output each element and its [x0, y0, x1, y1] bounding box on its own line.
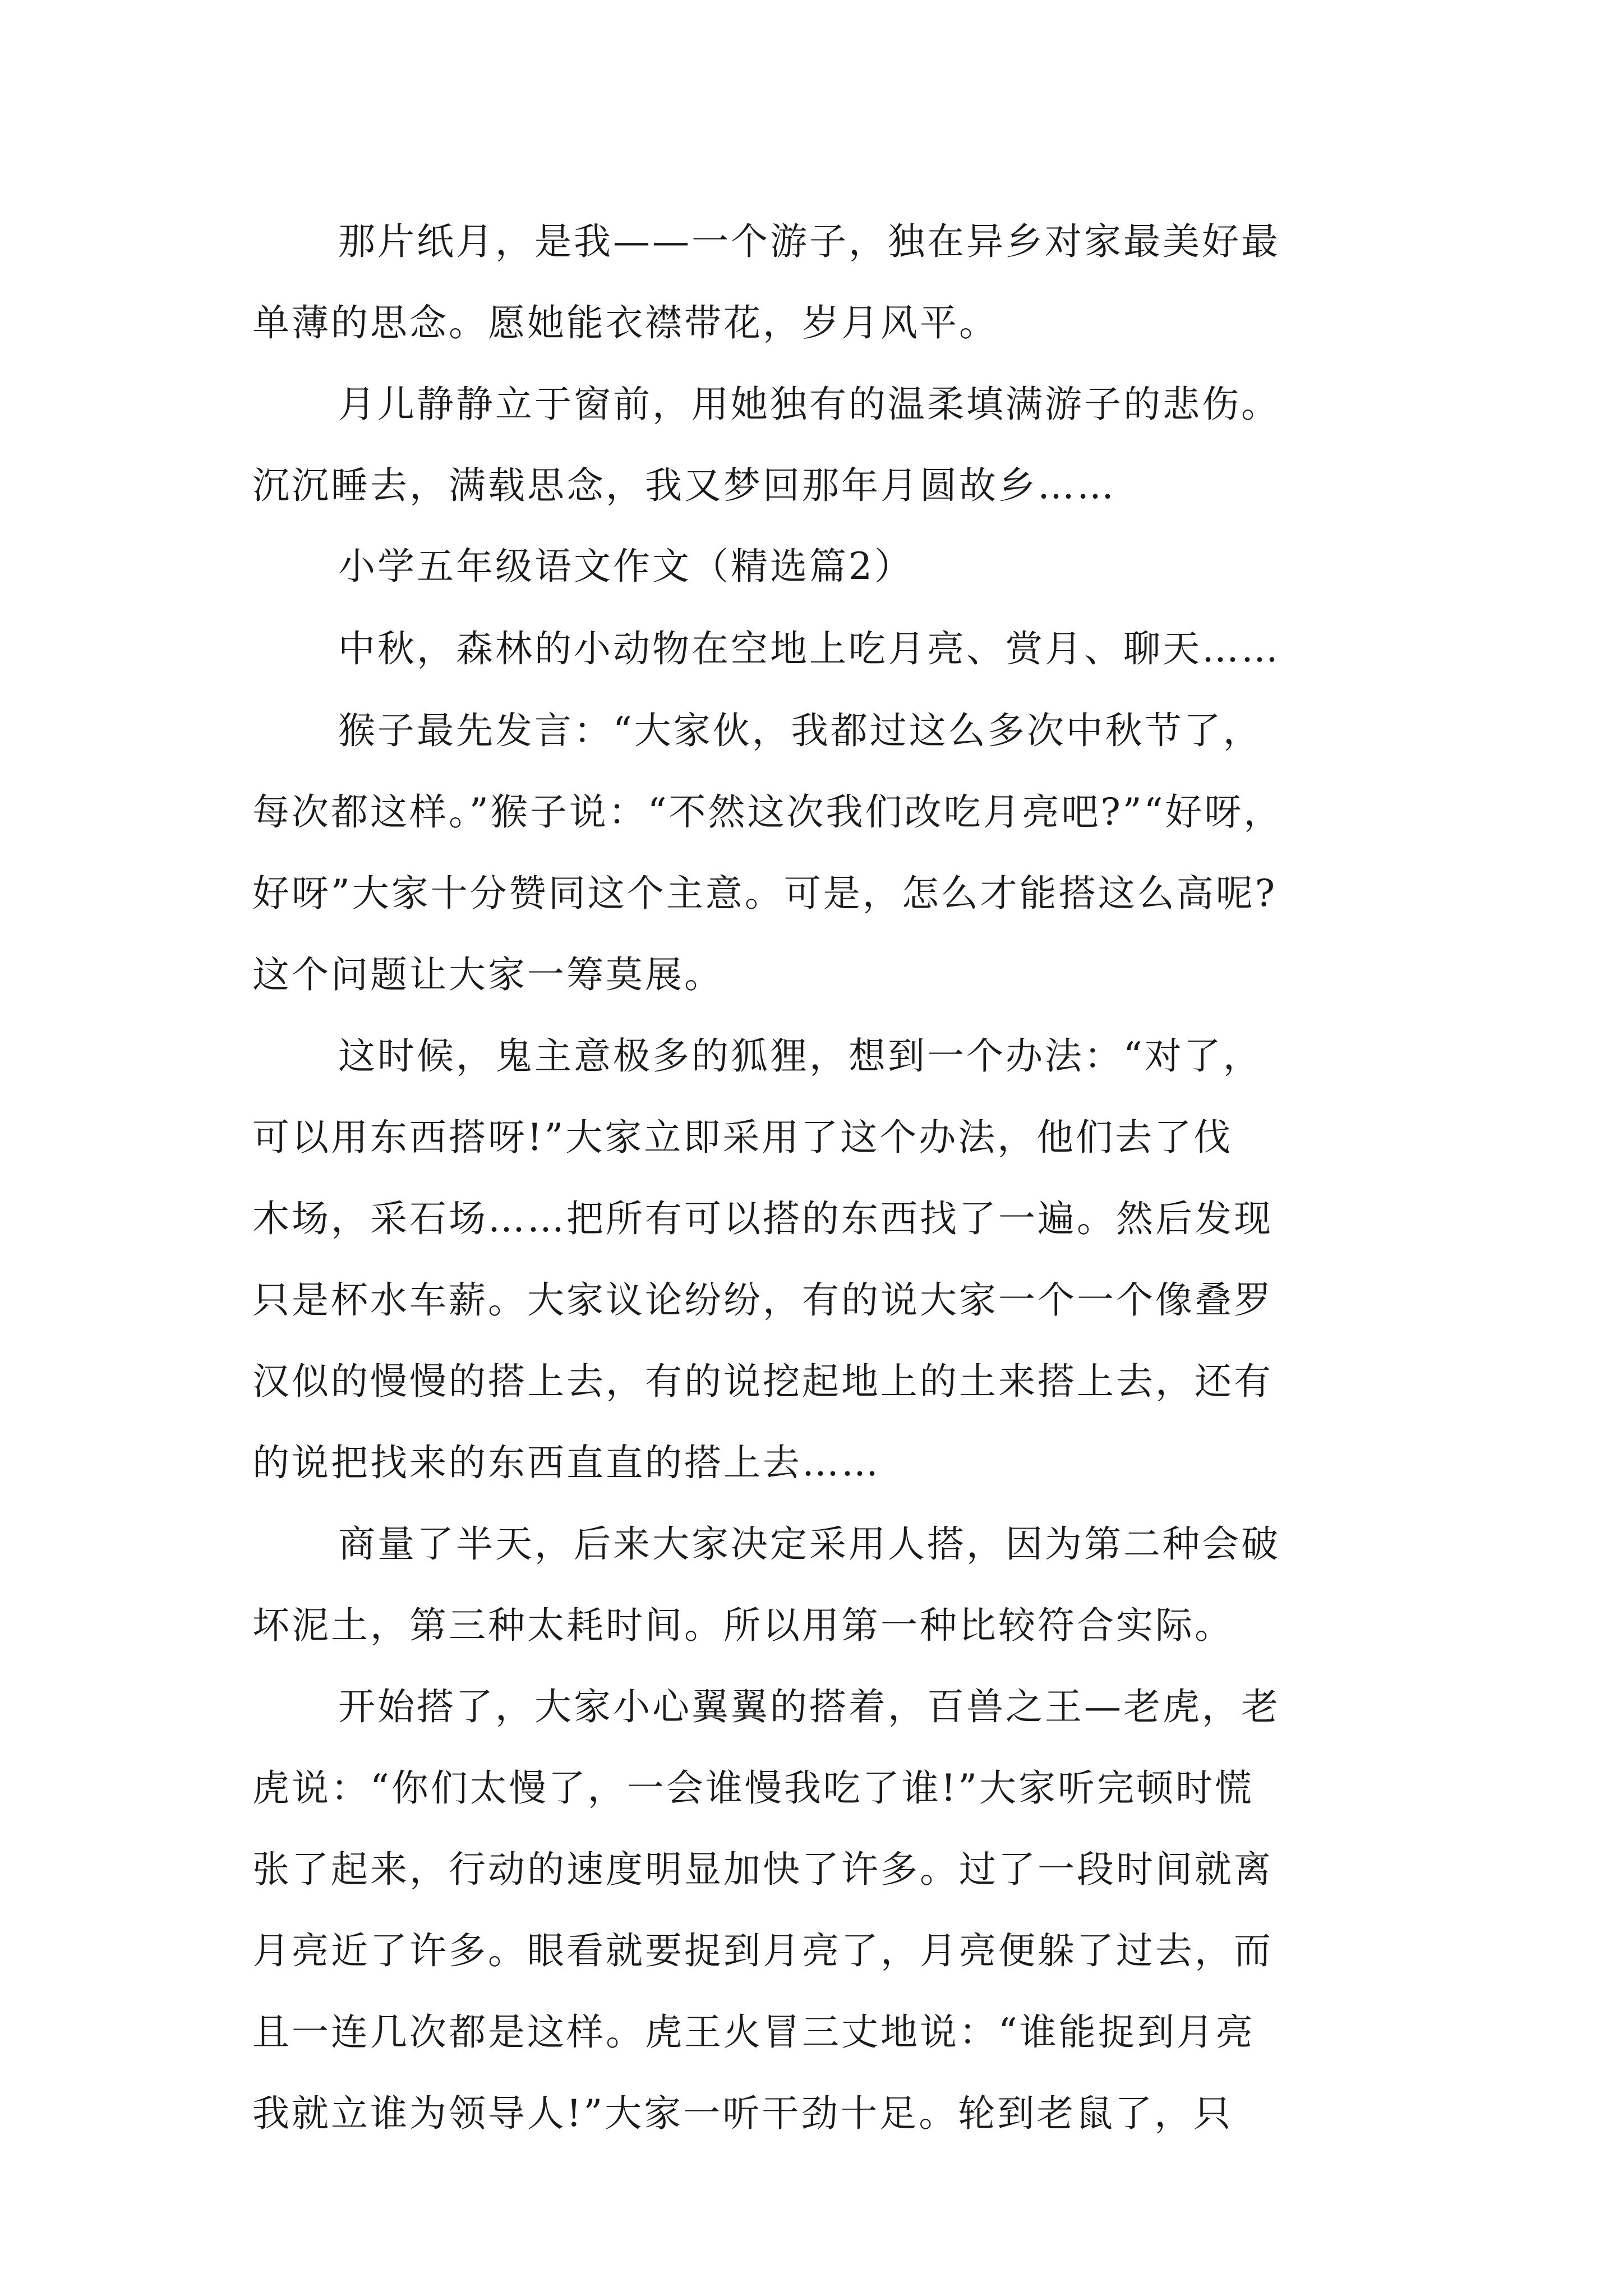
text-line: 坏泥土，第三种太耗时间。所以用第一种比较符合实际。	[252, 1604, 1234, 1647]
text-line: 这时候，鬼主意极多的狐狸，想到一个办法：“对了，	[338, 1034, 1262, 1078]
section-heading: 小学五年级语文作文（精选篇2）	[338, 545, 914, 588]
text-line: 每次都这样。”猴子说：“不然这次我们改吃月亮吧?”“好呀，	[252, 790, 1283, 834]
text-line: 张了起来，行动的速度明显加快了许多。过了一段时间就离	[252, 1848, 1273, 1891]
text-line: 开始搭了，大家小心翼翼的搭着，百兽之王—老虎，老	[338, 1685, 1280, 1728]
text-line: 可以用东西搭呀!”大家立即采用了这个办法，他们去了伐	[252, 1116, 1233, 1159]
text-line: 的说把找来的东西直直的搭上去……	[252, 1441, 880, 1484]
text-line: 我就立谁为领导人!”大家一听干劲十足。轮到老鼠了，只	[252, 2092, 1233, 2135]
text-line: 月亮近了许多。眼看就要捉到月亮了，月亮便躲了过去，而	[252, 1929, 1273, 1972]
text-line: 汉似的慢慢的搭上去，有的说挖起地上的土来搭上去，还有	[252, 1360, 1273, 1403]
text-line: 商量了半天，后来大家决定采用人搭，因为第二种会破	[338, 1522, 1280, 1566]
text-line: 木场，采石场……把所有可以搭的东西找了一遍。然后发现	[252, 1197, 1273, 1240]
text-line: 单薄的思念。愿她能衣襟带花，岁月风平。	[252, 301, 998, 344]
text-line: 只是杯水车薪。大家议论纷纷，有的说大家一个一个像叠罗	[252, 1278, 1273, 1322]
text-line: 那片纸月，是我——一个游子，独在异乡对家最美好最	[338, 220, 1280, 263]
text-line: 猴子最先发言：“大家伙，我都过这么多次中秋节了，	[338, 709, 1262, 752]
text-line: 且一连几次都是这样。虎王火冒三丈地说：“谁能捉到月亮	[252, 2010, 1255, 2054]
text-line: 虎说：“你们太慢了，一会谁慢我吃了谁!”大家听完顿时慌	[252, 1766, 1255, 1810]
text-line: 这个问题让大家一筹莫展。	[252, 953, 723, 996]
text-line: 好呀”大家十分赞同这个主意。可是，怎么才能搭这么高呢?	[252, 872, 1278, 915]
text-line: 中秋，森林的小动物在空地上吃月亮、赏月、聊天……	[338, 627, 1280, 670]
text-line: 月儿静静立于窗前，用她独有的温柔填满游子的悲伤。	[338, 383, 1280, 426]
text-line: 沉沉睡去，满载思念，我又梦回那年月圆故乡……	[252, 464, 1116, 507]
